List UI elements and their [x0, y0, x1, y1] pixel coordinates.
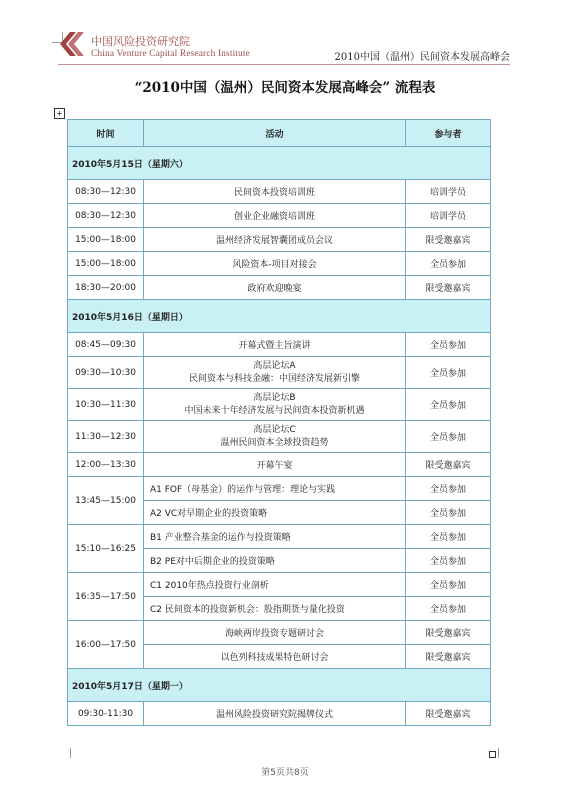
participant-cell: 全员参加 [406, 501, 491, 525]
time-cell: 15:00—18:00 [68, 228, 144, 252]
participant-cell: 全员参加 [406, 597, 491, 621]
column-header: 时间 [68, 120, 144, 147]
header-event-name: 2010中国（温州）民间资本发展高峰会 [334, 52, 510, 63]
table-row [68, 252, 491, 276]
activity-cell [144, 421, 406, 453]
participant-cell: 全员参加 [406, 333, 491, 357]
table-header-row [68, 120, 491, 147]
table-resize-handle[interactable] [489, 751, 496, 758]
day-row [68, 669, 491, 702]
header-rule [58, 64, 510, 65]
org-name-cn: 中国风险投资研究院 [91, 35, 190, 48]
participant-cell: 限受邀嘉宾 [406, 228, 491, 252]
participant-cell: 全员参加 [406, 477, 491, 501]
participant-cell: 全员参加 [406, 421, 491, 453]
participant-cell: 限受邀嘉宾 [406, 276, 491, 300]
table-row [68, 573, 491, 597]
table-row [68, 276, 491, 300]
time-cell: 09:30—10:30 [68, 357, 144, 389]
participant-cell: 培训学员 [406, 180, 491, 204]
activity-cell: C1 2010年热点投资行业剖析 [144, 573, 406, 597]
activity-line: 高层论坛B [253, 392, 296, 403]
activity-cell: 开幕式暨主旨演讲 [144, 333, 406, 357]
time-cell: 13:45—15:00 [68, 477, 144, 525]
activity-line: 中国未来十年经济发展与民间资本投资新机遇 [184, 405, 365, 416]
activity-line: 高层论坛C [253, 424, 296, 435]
day-label: 2010年5月15日（星期六） [68, 147, 491, 180]
table-row [68, 525, 491, 549]
day-label: 2010年5月16日（星期日） [68, 300, 491, 333]
participant-cell: 全员参加 [406, 549, 491, 573]
table-row [68, 389, 491, 421]
document-title: “2010中国（温州）民间资本发展高峰会” 流程表 [134, 80, 436, 96]
time-cell: 18:30—20:00 [68, 276, 144, 300]
time-cell: 15:10—16:25 [68, 525, 144, 573]
time-cell: 16:35—17:50 [68, 573, 144, 621]
time-cell: 09:30-11:30 [68, 702, 144, 726]
crop-mark-bottom-right [498, 748, 509, 758]
table-row [68, 421, 491, 453]
column-header: 活动 [144, 120, 406, 147]
participant-cell: 全员参加 [406, 389, 491, 421]
activity-cell: 温州风险投资研究院揭牌仪式 [144, 702, 406, 726]
page-number: 第5页共8页 [261, 768, 309, 778]
table-row [68, 333, 491, 357]
day-row [68, 300, 491, 333]
activity-cell [144, 389, 406, 421]
participant-cell: 限受邀嘉宾 [406, 702, 491, 726]
time-cell: 15:00—18:00 [68, 252, 144, 276]
participant-cell: 全员参加 [406, 525, 491, 549]
activity-cell: 民间资本投资培训班 [144, 180, 406, 204]
participant-cell: 限受邀嘉宾 [406, 645, 491, 669]
participant-cell: 限受邀嘉宾 [406, 453, 491, 477]
activity-cell: C2 民间资本的投资新机会：股指期货与量化投资 [144, 597, 406, 621]
activity-line: 民间资本与科技金融：中国经济发展新引擎 [188, 373, 360, 384]
activity-cell: A1 FOF（母基金）的运作与管理：理论与实践 [144, 477, 406, 501]
table-row [68, 702, 491, 726]
time-cell: 11:30—12:30 [68, 421, 144, 453]
crop-mark-bottom-left [60, 748, 71, 758]
schedule-table [67, 119, 491, 726]
participant-cell: 培训学员 [406, 204, 491, 228]
activity-cell [144, 357, 406, 389]
activity-cell: 开幕午宴 [144, 453, 406, 477]
participant-cell: 限受邀嘉宾 [406, 621, 491, 645]
table-row [68, 228, 491, 252]
activity-line: 高层论坛A [253, 360, 296, 371]
participant-cell: 全员参加 [406, 573, 491, 597]
time-cell: 08:30—12:30 [68, 180, 144, 204]
activity-cell: 海峡两岸投资专题研讨会 [144, 621, 406, 645]
day-label: 2010年5月17日（星期一） [68, 669, 491, 702]
column-header: 参与者 [406, 120, 491, 147]
table-row [68, 204, 491, 228]
time-cell: 08:45—09:30 [68, 333, 144, 357]
participant-cell: 全员参加 [406, 357, 491, 389]
table-row [68, 477, 491, 501]
org-name-en: China Venture Capital Research Institute [91, 49, 250, 59]
activity-cell: 以色列科技成果特色研讨会 [144, 645, 406, 669]
activity-cell: A2 VC对早期企业的投资策略 [144, 501, 406, 525]
institute-logo-icon [58, 30, 86, 58]
day-row [68, 147, 491, 180]
table-row [68, 621, 491, 645]
table-row [68, 357, 491, 389]
activity-line: 温州民间资本全球投资趋势 [220, 437, 329, 448]
activity-cell: 政府欢迎晚宴 [144, 276, 406, 300]
participant-cell: 全员参加 [406, 252, 491, 276]
activity-cell: 温州经济发展智囊团成员会议 [144, 228, 406, 252]
time-cell: 16:00—17:50 [68, 621, 144, 669]
time-cell: 08:30—12:30 [68, 204, 144, 228]
time-cell: 12:00—13:30 [68, 453, 144, 477]
activity-cell: B2 PE对中后期企业的投资策略 [144, 549, 406, 573]
page-header [58, 30, 510, 70]
table-row [68, 453, 491, 477]
table-row [68, 180, 491, 204]
time-cell: 10:30—11:30 [68, 389, 144, 421]
activity-cell: 创业企业融资培训班 [144, 204, 406, 228]
activity-cell: B1 产业整合基金的运作与投资策略 [144, 525, 406, 549]
table-move-handle-icon[interactable]: + [54, 108, 65, 119]
activity-cell: 风险资本-项目对接会 [144, 252, 406, 276]
